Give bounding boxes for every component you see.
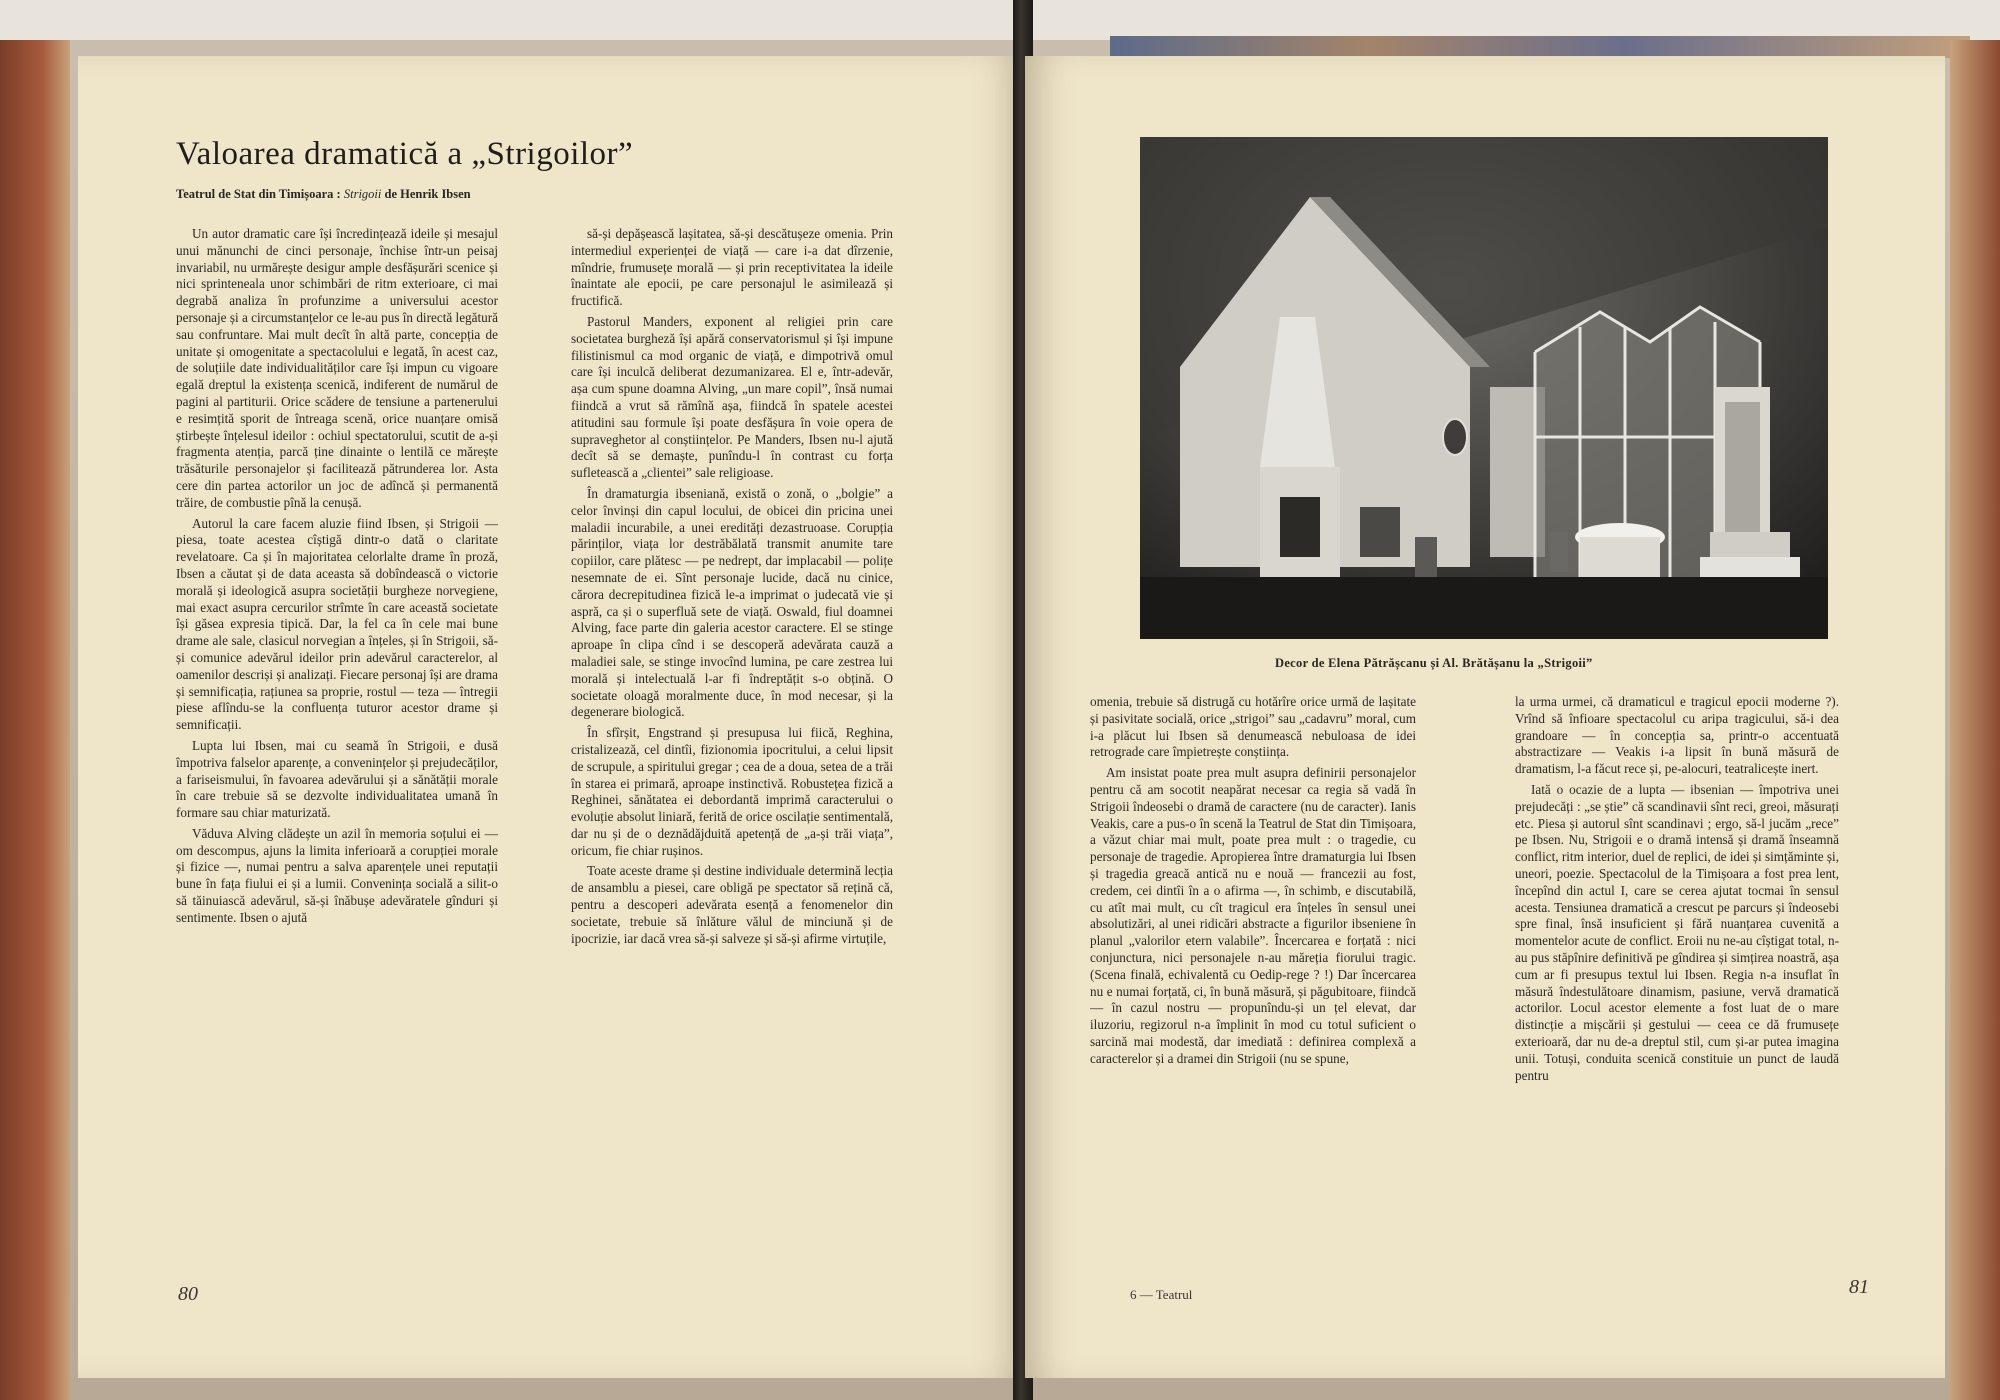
paragraph: În sfîrșit, Engstrand și presupusa lui fiică, Reghina, cristalizează, cel dintîi, fizionomia ipocritului, a celui lipsit de scrupule, a spiritului gregar ; cea de a doua, setea de a trăi în starea ei primară, aproape instinctivă. Robustețea fizică a Reghinei, sănătatea ei debordantă imprimă caracterului o evoluție absolut liniară, ferită de orice oscilație sentimentală, dar nu și de o deznădăjduită apetență de „a-și trăi viața”, oricum, fie chiar rușinos. <box>571 725 893 858</box>
page-number-left: 80 <box>178 1283 198 1305</box>
paragraph: Am insistat poate prea mult asupra definirii personajelor pentru că am socotit neapărat necesar ca regia să vadă în Strigoii îndeosebi o dramă de caractere (nu de caracter). Ianis Veakis, care a pus-o în scenă la Teatrul de Stat din Timișoara, a văzut chiar mai mult, poate prea mult : o tragedie, cu personaje de tragedie. Apropierea între dramaturgia lui Ibsen și tragedia greacă antică nu e nouă — francezii au fost, credem, cei dintîi în a o afirma —, în schimb, e discutabilă, cu atît mai mult, cu cît tragicul era înțeles în sensul unei absolutizări, al unei ridicări abstracte a figurilor ibseniene în planul „valorilor etern valabile”. Încercarea e forțată : nici conjunctura, nici personajele n-au măreția fiorului tragic. (Scena finală, echivalentă cu Oedip-rege ? !) Dar încercarea nu e numai forțată, ci, în bună măsură, și păgubitoare, fiindcă — în cazul nostru — propunîndu-și un țel elevat, dar iluzoriu, regizorul n-a împlinit în mod cu totul suficient o sarcină mai modestă, dar imediată : definirea complexă a caracterelor și a dramei din Strigoii (nu se spune, <box>1090 765 1416 1066</box>
right-column-2 <box>1515 694 1839 1314</box>
paragraph: la urma urmei, că dramaticul e tragicul epocii moderne ?). Vrînd să înfioare spectacolul cu aripa tragicului, să-i dea grandoare — în concepția sa, printr-o accentuată abstractizare — Veakis i-a lipsit în bună măsură de dramatism, l-a făcut rece și, pe-alocuri, teatralicește inert. <box>1515 694 1839 777</box>
paragraph: să-și depășească lașitatea, să-și descătușeze omenia. Prin intermediul experienței de viață — care i-a dat dîrzenie, mîndrie, frumusețe morală — și prin receptivitatea la ideile înaintate ale epocii, pe care personajul le asimilează și fructifică. <box>571 226 893 309</box>
paragraph: Văduva Alving clădește un azil în memoria soțului ei — om descompus, ajuns la limita inferioară a corupției morale și fizice —, numai pentru a salva aparențele unei reputații bune în fața fiului ei și a lumii. Convenința socială a silit-o să tăinuiască adevărul, să-și înăbușe adevăratele gînduri și sentimente. Ibsen o ajută <box>176 825 498 925</box>
left-column-1 <box>176 226 498 1316</box>
photo-caption: Decor de Elena Pătrășcanu și Al. Brătășanu la „Strigoii” <box>1275 656 1593 670</box>
stage-set-illustration <box>1140 137 1828 639</box>
book-cover-left <box>0 40 70 1400</box>
paragraph: În dramaturgia ibseniană, există o zonă, o „bolgie” a celor învinși din capul locului, de obicei din pricina unei maladii incurabile, a unei eredități dezastruoase. Corupția părinților, viața lor destrăbălată transmit anumite tare copiilor, care plătesc — pe nedrept, dar implacabil — polițe nesemnate de ei. Sînt personaje lucide, dacă nu cinice, cărora decrepitudinea fizică le-a imprimat o judecată vie și aspră, ca și o superfluă sete de viață. Oswald, fiul doamnei Alving, face parte din galeria acestor caractere. El se stinge aproape în clipa cînd i se descoperă adevărata cauză a maladiei sale, se stinge invocînd lumina, pe care zestrea lui morală și intelectuală l-ar fi îndreptățit s-o obțină. O societate oloagă moralmente duce, în mod necesar, și la degenerare biologică. <box>571 485 893 720</box>
paragraph: Iată o ocazie de a lupta — ibsenian — împotriva unei prejudecăți : „se știe” că scandinavii sînt reci, greoi, măsurați etc. Piesa și autorul sînt scandinavi ; ergo, să-l jucăm „rece” pe Ibsen. Nu, Strigoii e o dramă intensă și dramă înseamnă conflict, ritm interior, duel de replici, de idei și simțăminte și, uneori, poezie. Spectacolul de la Timișoara a fost prea lent, începînd din actul I, care se cerea ajutat tocmai în sensul acesta. Tensiunea dramatică a crescut pe parcurs și îndeosebi spre final, însă insuficient și fără nuanțarea cuvenită a momentelor acute de conflict. Eroii nu ne-au cîștigat total, n-au pus stăpînire definitivă pe gîndirea și simțirea noastră, așa cum ar fi presupus textul lui Ibsen. Regia n-a insuflat în măsură îndestulătoare dinamism, pasiune, vervă dramatică actorilor. Locul acestor elemente a fost luat de o mare distincție a mișcării și gestului — ceea ce dă frumusețe exterioară, dar nu de-a dreptul stil, cum și-ar putea imagina unii. Totuși, conduita scenică constituie un punct de laudă pentru <box>1515 781 1839 1083</box>
cover-top-strip <box>1110 36 1970 58</box>
right-column-1 <box>1090 694 1416 1314</box>
article-subtitle <box>176 187 471 202</box>
footer-journal-mark: 6 — Teatrul <box>1130 1287 1193 1302</box>
article-title: Valoarea dramatică a „Strigoilor” <box>176 136 634 172</box>
subtitle-suffix: de Henrik Ibsen <box>381 187 471 201</box>
paragraph: Lupta lui Ibsen, mai cu seamă în Strigoii, e dusă împotriva falselor aparențe, a convenințelor și prejudecăților, a fariseismului, în favoarea adevărului și a sănătății morale în care trebuie să se dezvolte individualitatea umană în formare sau chiar maturizată. <box>176 737 498 821</box>
paragraph: Toate aceste drame și destine individuale determină lecția de ansamblu a piesei, care obligă pe spectator să rețină că, pentru a descoperi adevărata esență a fenomenelor din societate, trebuie să înlăture vălul de minciună și de ipocrizie, iar dacă vrea să-și salveze și să-și afirme virtuțile, <box>571 863 893 946</box>
right-page <box>1025 56 1945 1378</box>
paragraph: Pastorul Manders, exponent al religiei prin care societatea burgheză își apără conservatorismul și își impune filistinismul ca mod organic de viață, e dimpotrivă omul care își inculcă deliberat dezumanizarea. El e, într-adevăr, așa cum spune doamna Alving, „un mare copil”, însă numai fiindcă a vrut să rămînă așa, fiindcă în spatele acestei atitudini sau formule își poate desfășura în voie opera de supraveghetor al conștiințelor. Pe Manders, Ibsen nu-l ajută decît să se demaște, punîndu-l în contrast cu forța sufletească a „clientei” sale religioase. <box>571 313 893 481</box>
page-number-right: 81 <box>1849 1276 1869 1298</box>
paragraph: Autorul la care facem aluzie fiind Ibsen, și Strigoii — piesa, toate acestea cîștigă dintr-o dată o claritate revelatoare. Ca și în majoritatea celorlalte drame în proză, Ibsen a căutat și de data aceasta să dobîndească o victorie morală și ideologică asupra societății burgheze norvegiene, mai exact asupra cercurilor strîmte în care această societate își găsea expresia tipică. Dar, la fel ca în cele mai bune drame ale sale, clasicul norvegian a înțeles, și în Strigoii, să-și comunice adevărul ideilor prin adevărul caracterelor, al oamenilor descriși și analizați. Fiecare personaj își are drama și semnificația, rațiunea sa proprie, rostul — teza — întregii piese aflîndu-se la confluența tuturor acestor drame și semnificații. <box>176 515 498 733</box>
subtitle-prefix: Teatrul de Stat din Timișoara : <box>176 187 344 201</box>
book-cover-right <box>1950 40 2000 1400</box>
paragraph: Un autor dramatic care își încredințează ideile și mesajul unui mănunchi de cinci personaje, închise într-un peisaj invariabil, nu urmărește desigur ample desfășurări scenice și nici sprinteneala unor schimbări de ritm exterioare, ci mai degrabă analiza în profunzime a universului acestor personaje și a circumstanțelor ce le-au pus în directă legătură sau confruntare. Mai mult decît în altă parte, concepția de unitate și omogenitate a spectacolului e legată, în acest caz, de soluțiile date individualităților care își impun cu vigoare egală dreptul la existența scenică, indiferent de numărul de pagini al partiturii. Orice scădere de tensiune a partenerului e resimțită sporit de întreaga scenă, orice nuanțare omisă știrbește înțelesul ideilor : ochiul spectatorului, scutit de a-și fragmenta atenția, parcă ține dinainte o lentilă ce mărește trăsăturile personajelor și facilitează pătrunderea lor. Asta cere din partea actorilor un joc de adîncă și permanentă trăire, de combustie pînă la cenușă. <box>176 226 498 510</box>
subtitle-play: Strigoii <box>343 187 382 201</box>
paragraph: omenia, trebuie să distrugă cu hotărîre orice urmă de lașitate și pasivitate socială, orice „strigoi” sau „cadavru” moral, cum i-a plăcut lui Ibsen să denumească nebuloasa de idei retrograde care împietrește conștiința. <box>1090 694 1416 760</box>
left-page <box>78 56 1023 1378</box>
left-column-2 <box>571 226 893 1316</box>
stage-set-photo <box>1140 137 1828 639</box>
